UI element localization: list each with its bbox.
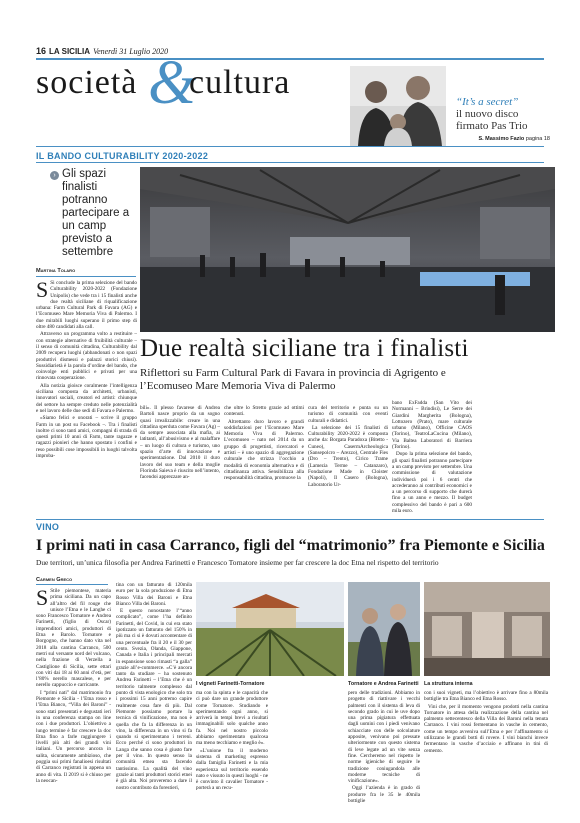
article2-byline: Carmen Greco — [36, 577, 73, 583]
caption-struttura: La struttura interna — [424, 681, 473, 687]
article1-pullquote: Gli spazi finalisti potranno partecipare a un camp previsto a settembre — [62, 168, 130, 258]
teaser-line2: il nuovo disco — [456, 108, 519, 120]
article1-deck: Riflettori su Farm Cultural Park di Favara in provincia di Agrigento e l’Ecomuseo Mare Memoria Viva di Palermo — [140, 367, 446, 392]
article1-col3: che oltre lo Stretto grazie ad ottimi contenuti. Altrettanto duro lavoro e grandi soddisfazioni per l’Ecomuseo Mare Memoria Viva di Palermo. L’ecomuseo – nato nel 2014 da un gruppo di progettisti, ricercatori e artisti – è uno spazio di aggregazione culturale che strizza l’occhio a modalità di economia alternativa e di cittadinanza attiva. Sensibilizza alla responsabilità cittadina, promuove la — [224, 405, 304, 482]
article2-deck: Due territori, un’unica filosofia per Andrea Farinetti e Francesco Tornatore insieme per far crescere la doc Etna nel rispetto del territorio — [36, 558, 439, 567]
article1-col5: bano ExFadda (San Vito dei Normanni – Brindisi), Le Serre dei Giardini Margherita (Bologna), Lottozero (Prato), mare culturale urbano (Milano), Officine CAOS (Torino), TeatroLaCucina (Milano), Via Baltea Laboratori di Barriera (Torino). Dopo la prima selezione del bando, gli spazi finalisti potranno partecipare a un camp previsto per settembre. Una commissione di valutazione individuerà poi i 6 centri che accederanno ai contributi economici e a un percorso di supporto che durerà fino a un anno e mezzo. Il budget complessivo del bando è pari a 600 mila euro. — [392, 400, 472, 515]
dropcap: S — [36, 280, 49, 302]
article1-headline: Due realtà siciliane tra i finalisti — [140, 335, 469, 362]
article2-col3: ma con la spinta e le capacità che ci può dare un grande produttore come Tornatore. Studiando e sperimentando ogni anno, si arriverà in tempi brevi a risultati immaginabili solo qualche anno fa. Noi nel nostro piccolo abbiamo sperimentato qualcosa ma meno tecchiamo e meglio è». «L’unione fra il moderno sistema di marketing espresso dalla famiglia Farinetti e la mia esperienza sul territorio essendo nato e vissuto in questi luoghi - ne è convinto il cavalier Tornatore - porterà a un recu- — [196, 690, 268, 792]
article2-col5: con i suoi vigneti, ma l’obiettivo è arrivare fino a 80mila bottiglie tra Etna Bianco ed Etna Rosso. Vini che, per il momento vengono prodotti nella cantina Tornatore in attesa della realizzazione della cantina nel palmento settecentesco della Villa dei Baroni nella tenuta Carranco. I vini rossi fermentano in vasche in cemento, come un tempo avveniva sull’Etna e per l’affinamento si utilizzano le grandi botti di rovere. I vini bianchi invece fermentano in vasche d’acciaio e affinano in tini di cemento. — [424, 690, 548, 754]
teaser-line3: firmato Pas Trio — [456, 120, 528, 132]
teaser-byline — [410, 136, 550, 142]
article2-col4: pero delle tradizioni. Abbiamo in progetto di riattivare i vecchi palmenti con il sistema di leva di secondo grado in cui le uve dopo una prima pigiatura effettuata dagli uomini con i piedi venivano schiacciate con delle solcolature apposite, venivano poi pressate ulteriormente con questo sistema di leve legate ad un vite senza fine. Cercheremo nel rispetto le norme igieniche di seguire le tradizione coniugandola alle moderne tecniche di vinificazione». Oggi l’azienda è in grado di produrre fra le 35 le 40mila bottiglie — [348, 690, 420, 805]
vigneti-photo — [196, 582, 344, 676]
byline-rule — [36, 276, 136, 277]
article1-photo — [140, 167, 555, 332]
article2-col2: tina con un fatturato di 120mila euro per la sola produzione di Etna Rosso Villa dei Baroni e Etna Bianco Villa dei Baroni. E questo nonostante l’“anno complicato”, come l’ha definito Farinetti, del Covid, in cui era stato ipotizzato un fatturato del 150% in più ma ci si è dovuti accontentare di una percentuale fra il 20 e il 30 per cento. Svezia, Olanda, Giappone, Canada e Italia i principali mercati in espansione sono rimasti “a galla” grazie all’e-commerce. «C’è ancora tanto da studiare – ha sostenuto Andrea Farinetti – l’Etna che è un territorio talmente complesso dal punto di vista enologico che solo tra i prossimi 15 anni potremo capire realmente cosa fare di più. Dal Piemonte possiamo portare la tecnica di vinificazione, ma non è quella che fa la differenza in un vino, la differenza in un vino si fa quando si sperimentano i terreni. Ecco perché ci sono produttori in Langa che sanno cosa è giusto fare per il vino. In questo senso la comunità etnea sta facendo tantissimo. La qualità del vino grazie ai tanti produttori storici etnei è già alta. Noi proveremo a dare il nostro contributo da forestieri, — [116, 582, 192, 791]
masthead: LA SICILIA — [49, 47, 91, 56]
teaser-author: S. Massimo Fazio — [478, 136, 525, 142]
page-number: 16 — [36, 46, 47, 56]
article1-kicker: IL BANDO CULTURABILITY 2020-2022 — [36, 151, 209, 161]
section-ampersand: & — [148, 49, 197, 117]
caption-vigneti: I vigneti Farinetti-Tornatore — [196, 681, 265, 687]
section-title-right: cultura — [189, 64, 291, 101]
byline2-rule — [36, 584, 108, 585]
dropcap2: S — [36, 588, 49, 610]
header-bottom-rule — [36, 146, 544, 147]
article2-top-rule — [36, 519, 544, 520]
section-title-left: società — [36, 64, 138, 101]
teaser-box[interactable] — [456, 96, 548, 132]
teaser-quote: “It’s a secret” — [456, 96, 519, 108]
produttori-photo — [348, 582, 420, 676]
article2-kicker: VINO — [36, 522, 60, 532]
struttura-photo — [424, 582, 550, 676]
caption-produttori: Tornatore e Andrea Farinetti — [348, 681, 419, 687]
article1-col1: S Si conclude la prima selezione del bando Culturability 2020-2022 (Fondazione Unipolis) che vede tra i 15 finalisti anche due realtà siciliane di riqualificazione urbana: Farm Cultural Park di Favara (AG) e l’Ecomuseo Mare Memoria Viva di Palermo. I due mirabili luoghi superano il primo step di oltre 480 candidati alla call. Attraverso un programma volto a restituire – con strategie alternative di fruibilità culturale – il senso di comunità cittadina, Culturability dal 2009 recupera luoghi (abbandonati o non spazi produttivi dismessi e palazzi storici chiusi). Sussidiarietà è la parola d’ordine del bando, che coinvolge enti pubblici e privati per una rinnovata cooperazione. Alla notizia gioisce coralmente l’intelligenza siciliana composta da architetti, urbanisti, innovatori sociali, creatori ed artisti: chiunque del settore ha sempre creduto nelle potenzialità e nel lavoro delle due sedi di Favara e Palermo. «Siamo felici e onorati – scrive il gruppo Farm in un post su Facebook –. Tra i finalisti inoltre ci sono tanti amici, compagni di strada di questi primi 10 anni di Farm, tante ragazze e ragazzi pionieri che hanno spostato i confini e reso possibili cose impossibili in luoghi talvolta improba- — [36, 280, 137, 460]
article2-headline: I primi nati in casa Carranco, figli del “matrimonio” fra Piemonte e Sicilia — [36, 537, 545, 554]
page-date: Venerdì 31 Luglio 2020 — [93, 47, 169, 56]
article1-col2: bili». Il plesso favarese di Andrea Bartoli nasce proprio da un sogno quasi irrealizzabile: creare in una cittadina sperduta come Favara (Ag) – da sempre associata alla mafia, ai latitanti, all’abusivismo e al malaffare – un luogo di cultura e turismo, uno spazio d’arte di innovazione e sperimentazione. Dal 2010 il duro lavoro del suo team e della moglie Florinda Saieva è riuscito nell’intento, facendoi apprezzare an- — [140, 405, 220, 481]
pullquote-bullet-icon: › — [50, 171, 59, 180]
teaser-page-ref: pagina 18 — [525, 136, 550, 142]
teaser-photo — [350, 66, 446, 146]
article2-col3b — [272, 690, 344, 816]
header-rule — [36, 58, 544, 60]
article2-col1: S Stile piemontese, materia prima siciliana. Da un capo all’altro del fil rouge che unisce l’Etna e le Langhe ci sono Francesco Tornatore e Andrea Farinetti, (figlio di Oscar) imprenditori amici, produttori di Etna e Barolo. Tornatore e Borgogno, che hanno dato vita nel 2018 alla cantina Carranco, 500 metri sul versante nord del vulcano, nella frazione di Verzella a Castiglione di Sicilia, sette ettari con viti dai 18 ai 60 anni d’età, per l’80% nerello mascalese, e per nerello cappuccio e carricante. I “primi nati” dal matrimonio fra Piemonte e Sicilia - l’Etna rosso e l’Etna Bianco, “Villa dei Baroni” - sono stati presentati e degustati ieri in una conferenza stampa on line con i due produttori. L’obiettivo a lungo termine è far crescere la doc Etna fino a farle raggiungere i livelli più alti dei grandi vini italiani. Un percorso ancora in salita, sicuramente ambizioso, che poggia sui primi fanalioesi risultati di Carranco registrati in appena un anno di vita. Il 2019 si è chiuso per la neocan- — [36, 588, 111, 784]
article1-byline: Martina Tolaro — [36, 268, 76, 274]
article1-col4: cura del territorio e punta su un turismo di comunità con eventi culturali e didattici. La selezione dei 15 finalisti di Culturability 2020-2022 è composta anche da: Borgata Paradoxa (Bitetto - Cuneo), CasermArcheologica (Sansepolcro – Arezzo), Centrale Fies (Dro – Trento), Cirico Trame (Lamezia Terme – Catanzaro), Fondazione Made in Cloister (Napoli), Il Casero (Bologna), Laboratorio Ur- — [308, 405, 388, 488]
article1-rule — [36, 162, 544, 163]
